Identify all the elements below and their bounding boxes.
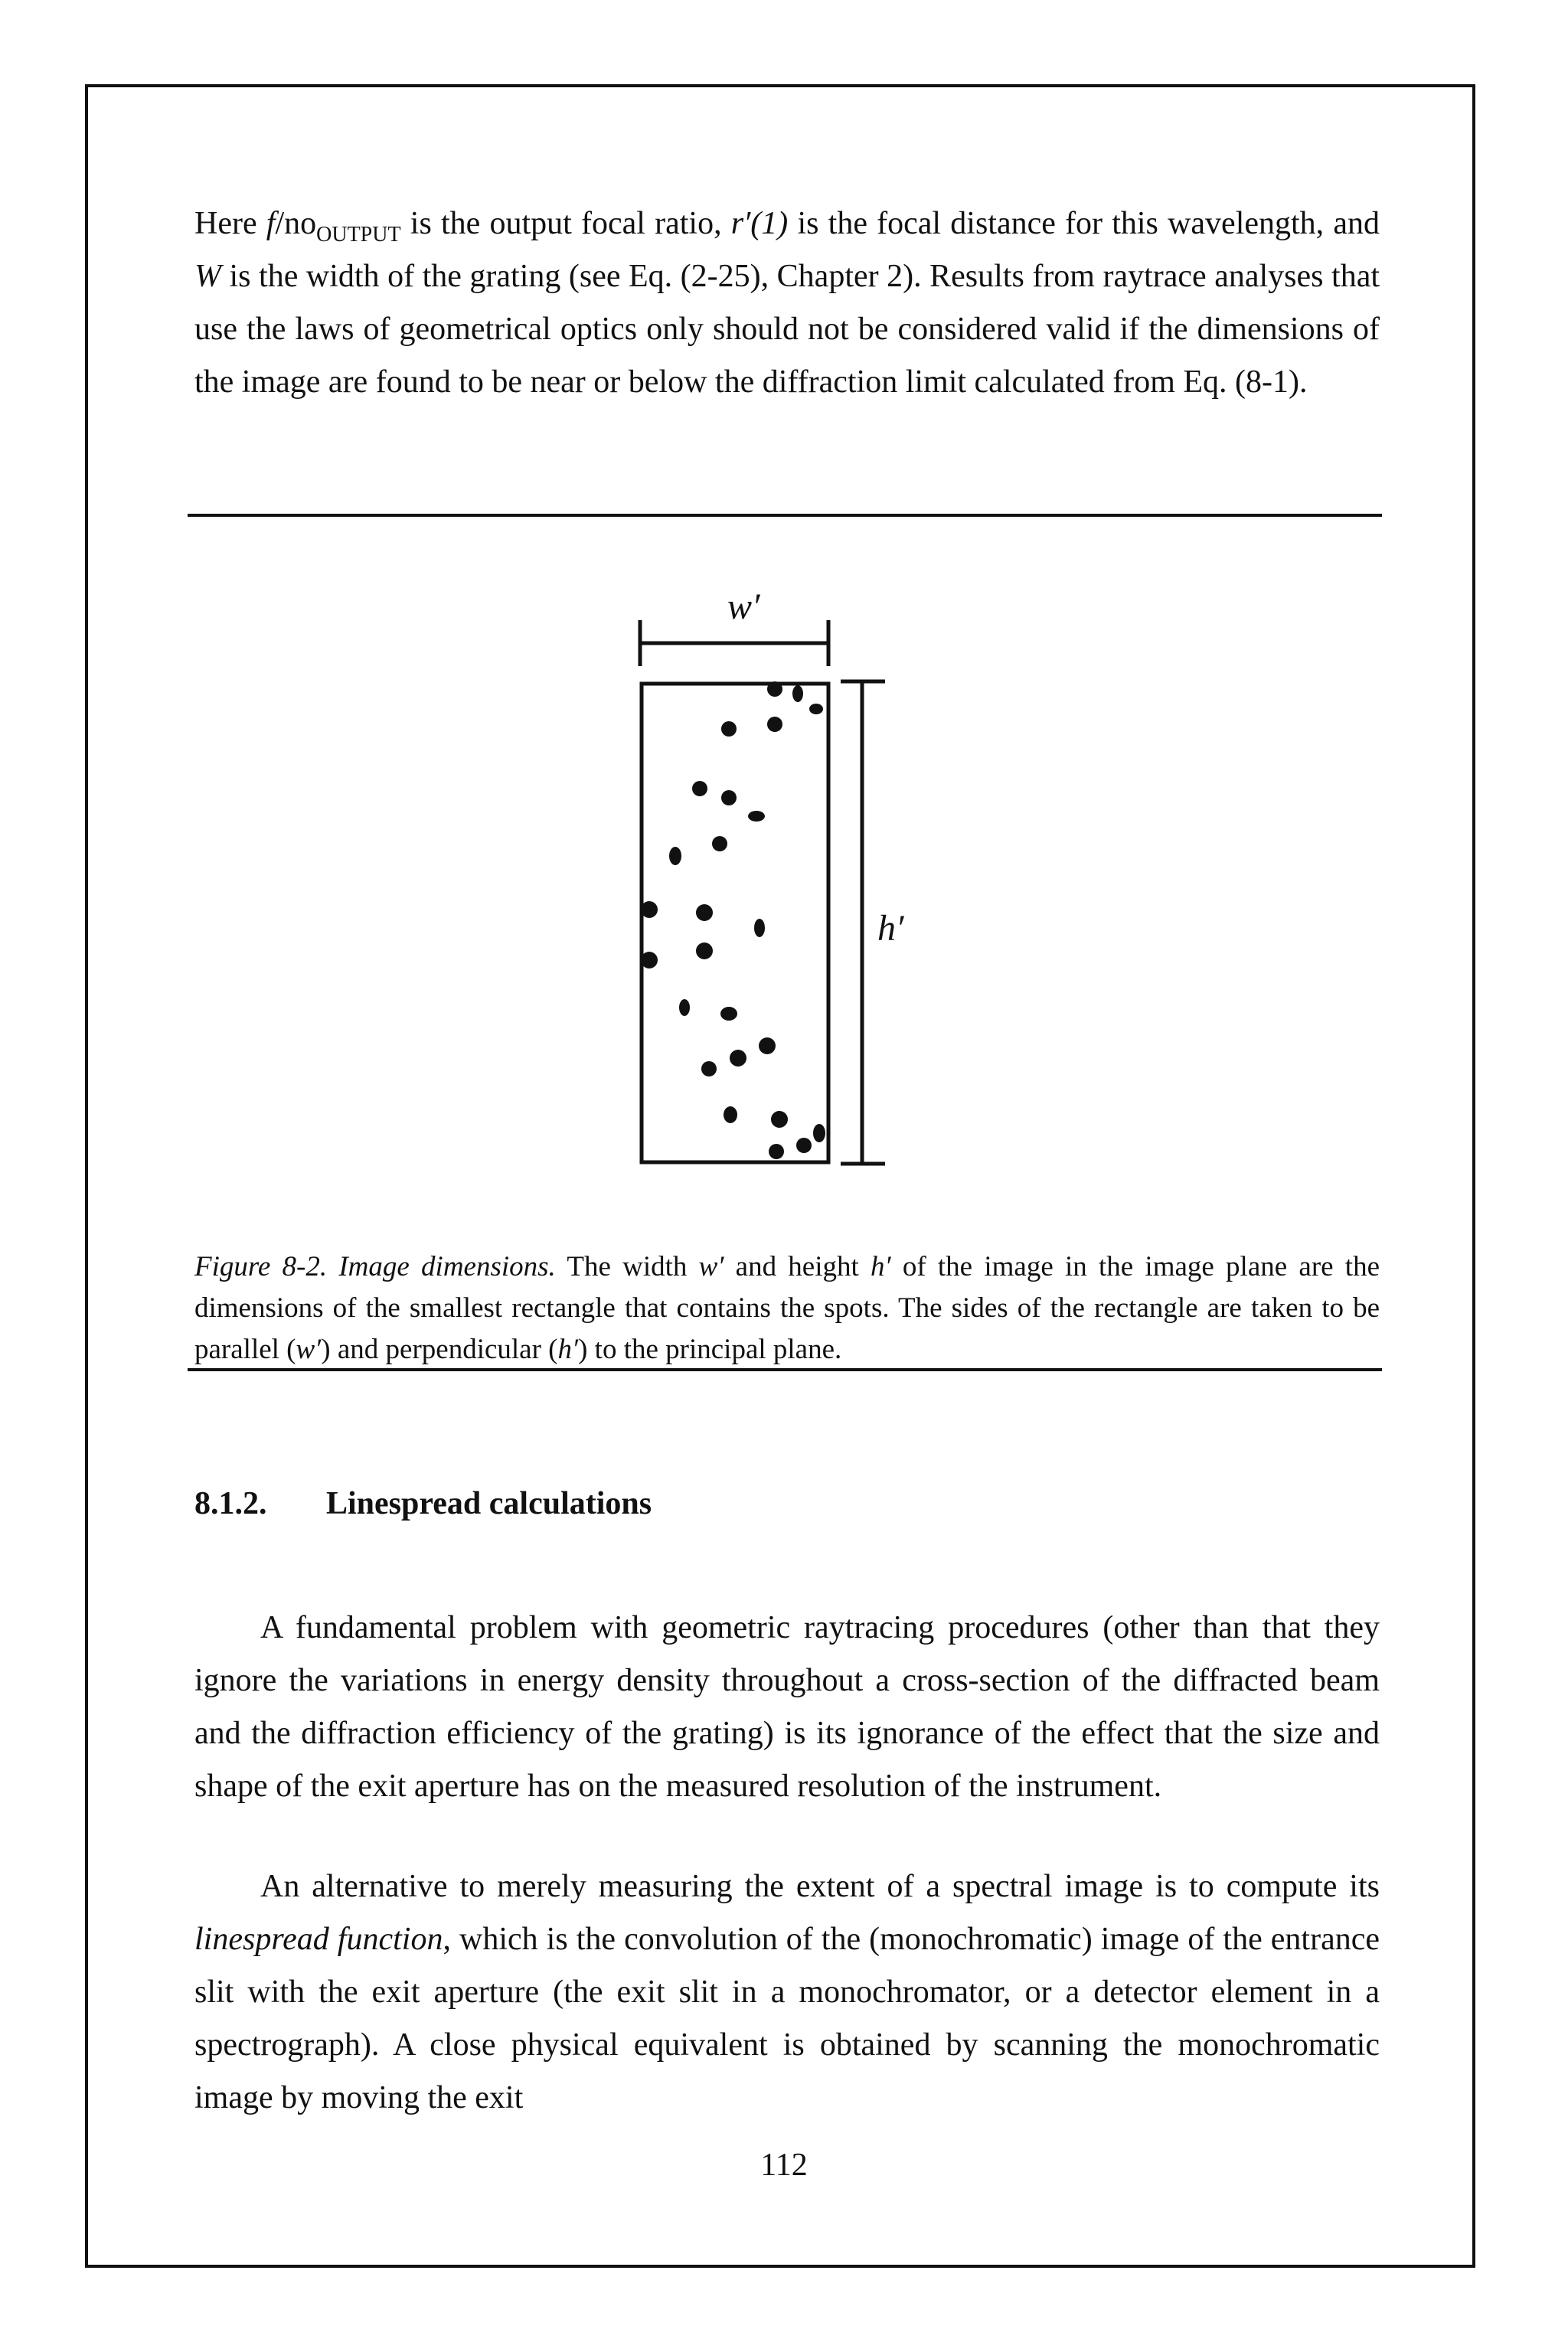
- spot: [767, 717, 782, 732]
- caption-label: Figure 8-2. Image dimensions.: [194, 1251, 556, 1282]
- no-label: /no: [275, 206, 317, 241]
- paragraph-three: [194, 1860, 1380, 2125]
- caption-text-5: ) to the principal plane.: [578, 1334, 842, 1365]
- height-label: h′: [877, 908, 904, 949]
- spot: [748, 811, 765, 822]
- spot: [767, 681, 782, 697]
- spot: [641, 952, 658, 969]
- spot: [696, 904, 713, 921]
- spot: [769, 1144, 784, 1159]
- spot: [813, 1124, 825, 1142]
- image-dimensions-figure: [597, 582, 980, 1179]
- output-subscript: OUTPUT: [316, 223, 401, 247]
- caption-text-1: The width: [555, 1251, 699, 1282]
- spot: [759, 1037, 776, 1054]
- spot: [692, 781, 707, 796]
- caption-h: h′: [871, 1251, 891, 1282]
- caption-text-4: ) and perpendicular (: [321, 1334, 558, 1365]
- intro-text-4: is the width of the grating (see Eq. (2-25), Chapter 2). Results from raytrace analyses that use the laws of geometrical optics only should not be considered valid if the dimensions of the image are found to be near or below the diffraction limit calculated from Eq. (8-1).: [194, 259, 1380, 400]
- spot: [721, 790, 737, 805]
- caption-w: w′: [698, 1251, 724, 1282]
- r-symbol: r′(1): [730, 206, 789, 241]
- intro-text-2: is the output focal ratio,: [400, 206, 731, 241]
- spot: [809, 704, 823, 714]
- figure-bottom-rule: [188, 1368, 1382, 1371]
- width-label: w′: [727, 586, 760, 627]
- page-number: 112: [760, 2148, 808, 2183]
- figure-top-rule: [188, 514, 1382, 517]
- section-number: 8.1.2.: [194, 1486, 267, 1521]
- w-symbol: W: [194, 259, 221, 294]
- section-heading: [194, 1485, 652, 1522]
- spot: [754, 919, 765, 937]
- spot: [696, 942, 713, 959]
- spot: [669, 847, 681, 865]
- spots: [641, 681, 825, 1159]
- caption-text-3: of the image in the image plane are the dimensions of the smallest rectangle that contains the spots. The sides of the rectangle are taken to be parallel (: [194, 1251, 1380, 1365]
- spot: [641, 901, 658, 918]
- spot: [792, 685, 803, 702]
- spot: [724, 1106, 737, 1123]
- intro-text-1: Here: [194, 206, 266, 241]
- spot: [720, 1007, 737, 1021]
- f-symbol: f: [266, 206, 276, 241]
- section-title: Linespread calculations: [326, 1486, 652, 1521]
- caption-text-2: and height: [724, 1251, 871, 1282]
- intro-paragraph: [194, 198, 1380, 409]
- intro-text-3: is the focal distance for this wavelength, and: [788, 206, 1380, 241]
- spot: [796, 1138, 812, 1153]
- figure-caption: [194, 1246, 1380, 1370]
- spot: [701, 1061, 717, 1076]
- spot: [771, 1111, 788, 1128]
- p3-text-1: An alternative to merely measuring the extent of a spectral image is to compute its: [260, 1869, 1380, 1904]
- spot: [730, 1050, 746, 1067]
- caption-w2: w′: [296, 1334, 322, 1365]
- spot: [712, 836, 727, 851]
- spot: [721, 721, 737, 737]
- paragraph-two: A fundamental problem with geometric raytracing procedures (other than that they ignore the variations in energy density throughout a cross-section of the diffracted beam and the diffraction efficiency of the grating) is its ignorance of the effect that the size and shape of the exit aperture has on the measured resolution of the instrument.: [194, 1610, 1380, 1804]
- bounding-rectangle: [642, 684, 828, 1162]
- caption-h2: h′: [557, 1334, 579, 1365]
- p3-text-2: , which is the convolution of the (monochromatic) image of the entrance slit with the exit aperture (the exit slit in a monochromator, or a detector element in a spectrograph). A close physical equivalent is obtained by scanning the monochromatic image by moving the exit: [194, 1922, 1380, 2115]
- p3-italic: linespread function: [194, 1922, 443, 1957]
- spot: [679, 999, 690, 1016]
